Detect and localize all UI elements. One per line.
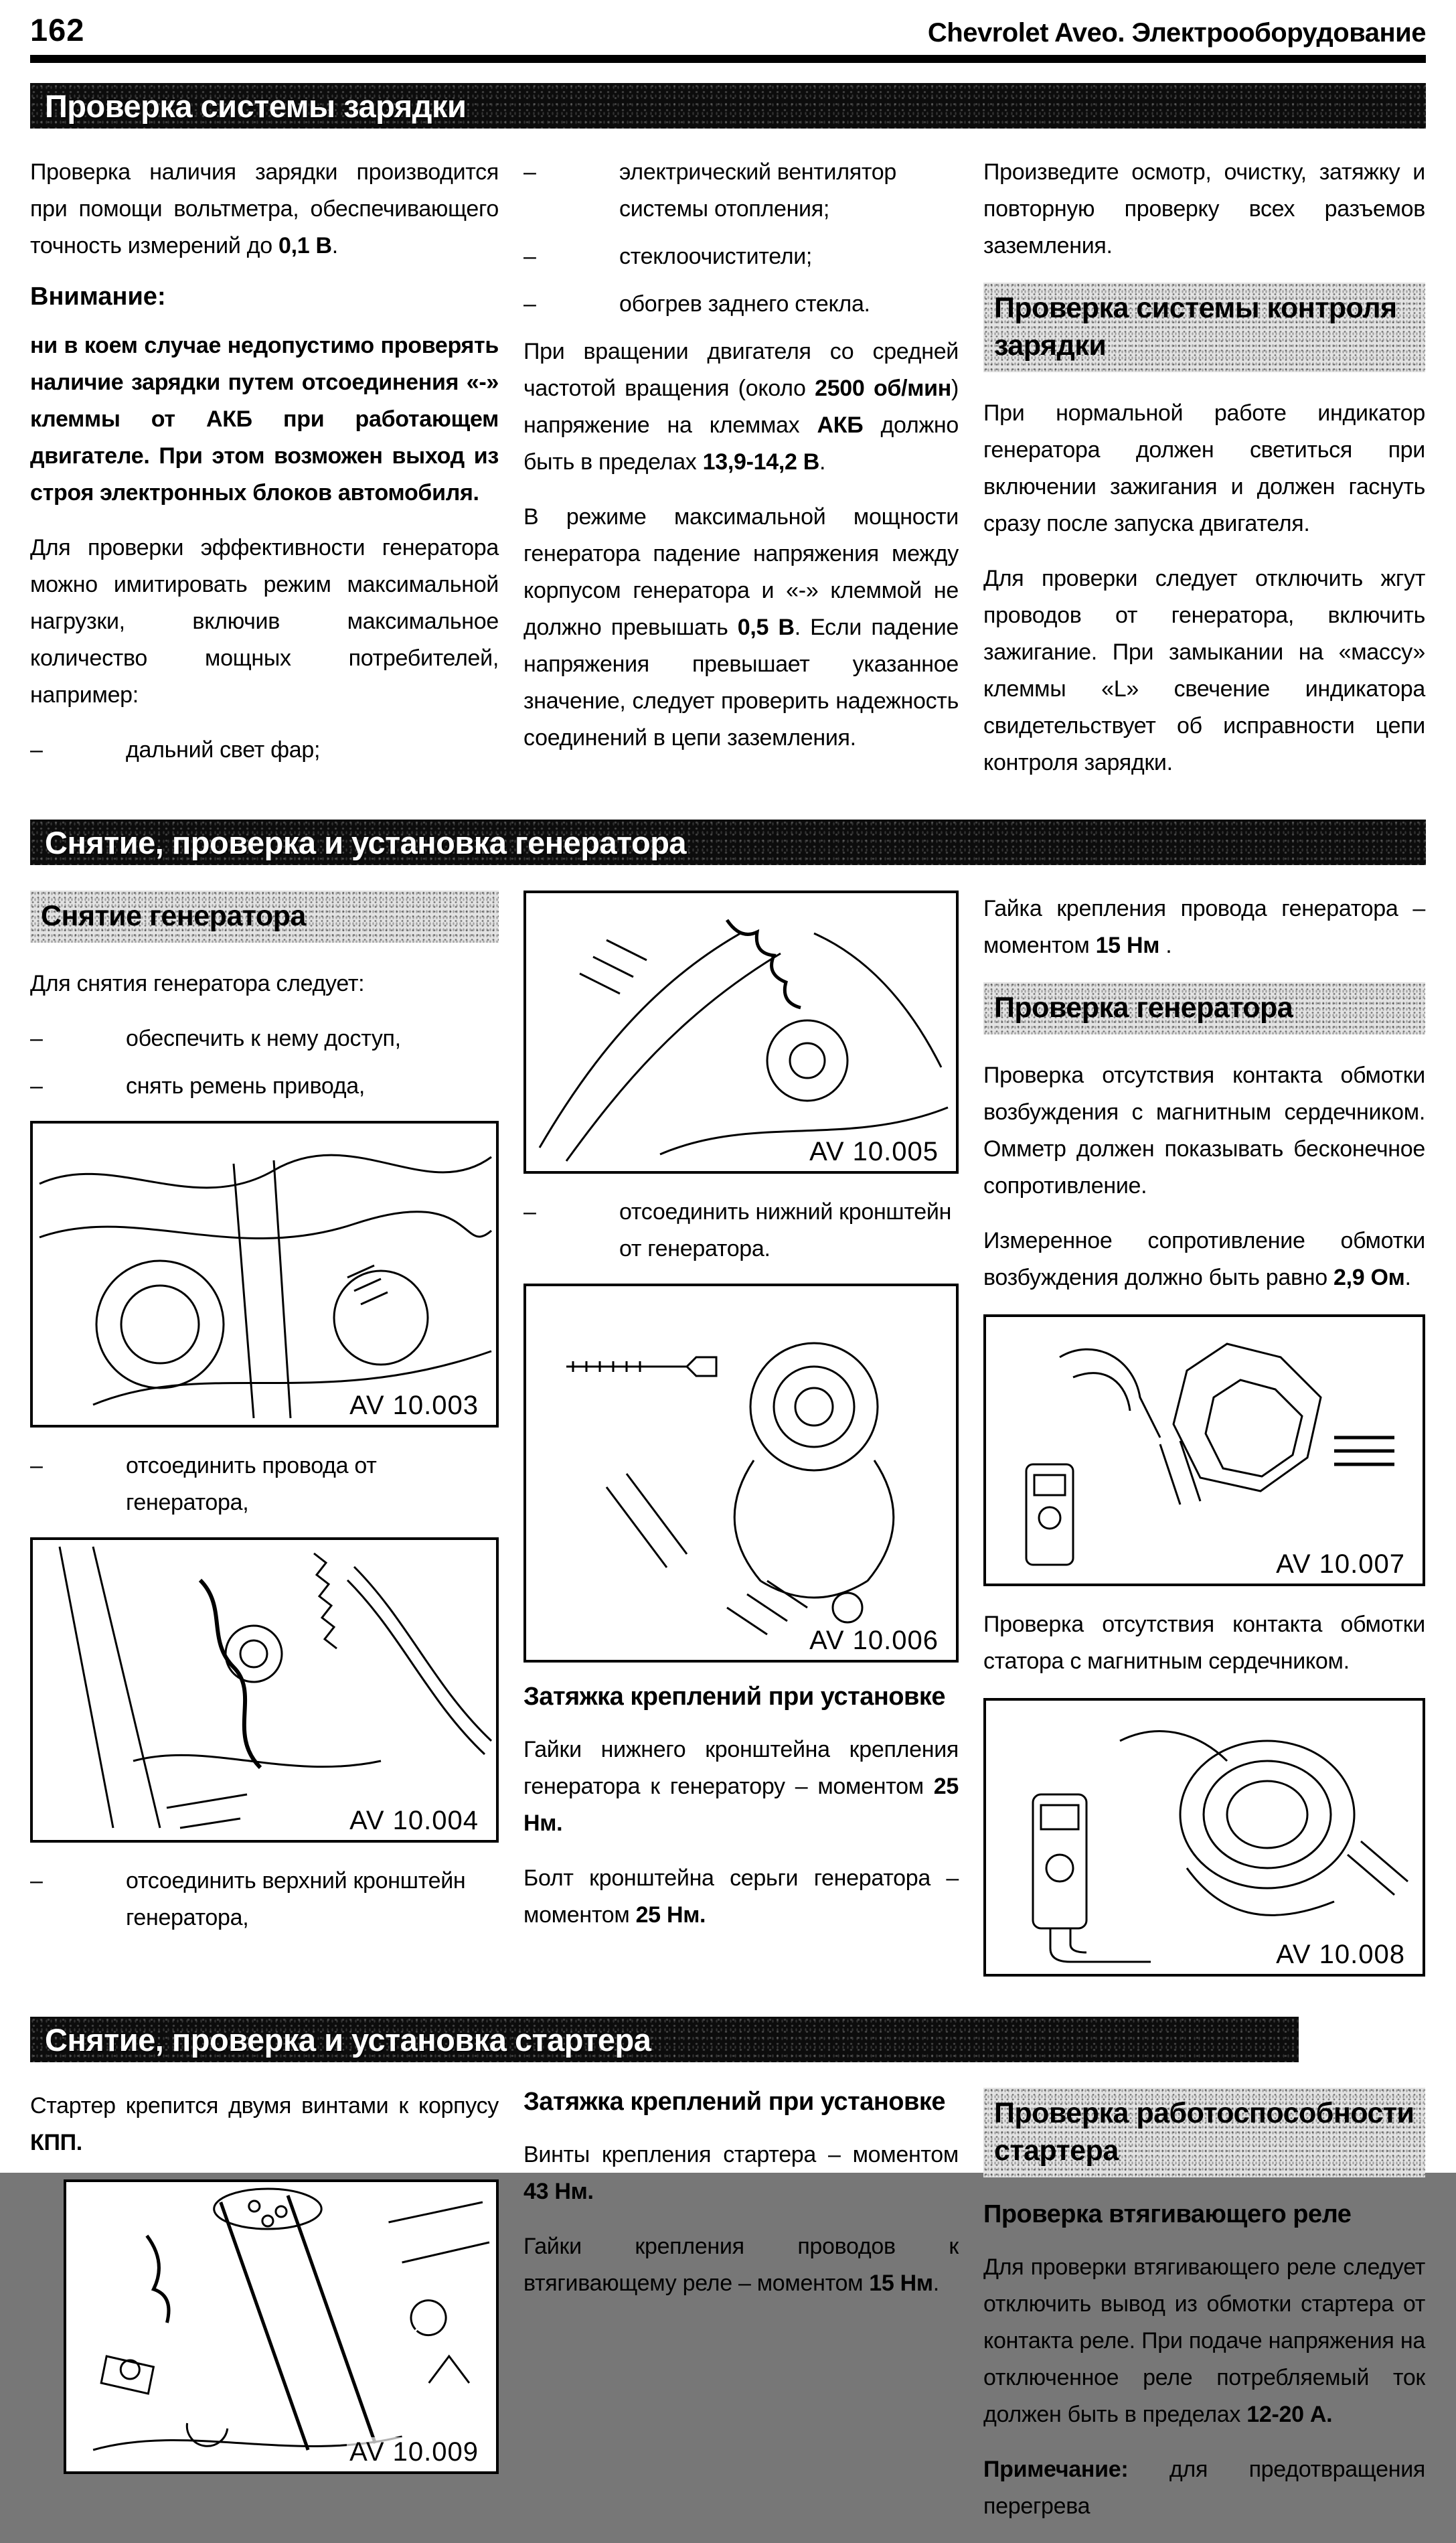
paragraph: [983, 1223, 1425, 1296]
section-title: Снятие, проверка и установка стартера: [45, 2021, 651, 2058]
list-item: [30, 1020, 499, 1057]
list-item: [30, 732, 499, 769]
book-title: Chevrolet Aveo. Электрооборудование: [927, 18, 1426, 48]
text-segment: При вращении двигателя со средней частотой вращения (около: [523, 339, 959, 401]
text-segment: Стартер крепится двумя винтами к корпусу: [30, 2093, 499, 2118]
tightening-heading: Затяжка креплений при установке: [523, 1683, 946, 1711]
subsection-header-generator-check: Проверка генератора: [983, 982, 1425, 1034]
text-segment: Болт кронштейна серьги генератора – моментом: [523, 1865, 959, 1928]
column-left: [30, 154, 499, 779]
text-segment-bold: АКБ: [817, 412, 864, 438]
text-segment: для предотвращения перегрева: [983, 2457, 1425, 2519]
list-item-text: отсоединить провода от генератора,: [126, 1453, 377, 1515]
text-segment-bold: 25 Нм.: [523, 1774, 959, 1836]
page-header: [30, 7, 1426, 48]
bullet-dash: –: [30, 737, 43, 763]
text-segment: ) напряжение на клеммах: [523, 376, 959, 438]
paragraph: Проверка отсутствия контакта обмотки статора с магнитным сердечником.: [983, 1612, 1425, 1674]
paragraph: Для проверки следует отключить жгут проводов от генератора, включить зажигание. При замыкании на «массу» клеммы «L» свечение индикатора свидетельствует об исправности цепи контроля зарядки.: [983, 566, 1425, 775]
figure-illustration-generator-bolt: [526, 1286, 956, 1660]
text-segment: .: [933, 2270, 939, 2296]
note-label: Примечание:: [983, 2457, 1129, 2482]
paragraph: [523, 2137, 959, 2210]
paragraph: Произведите осмотр, очистку, затяжку и повторную проверку всех разъемов заземления.: [983, 159, 1425, 258]
paragraph: [523, 499, 959, 757]
warning-paragraph: ни в коем случае недопустимо проверять наличие зарядки путем отсоединения «-» клеммы от АКБ при работающем двигателе. При этом возможен выход из строя электронных блоков автомобиля.: [30, 333, 499, 506]
list-item-text: стеклоочистители;: [619, 244, 813, 269]
list-item: [30, 1068, 499, 1105]
list-item: [523, 1194, 959, 1267]
column-middle: [523, 2088, 959, 2320]
list-item: [30, 1863, 499, 1936]
text-segment: . Если падение напряжения превышает указанное значение, следует проверить надежность соединений в цепи заземления.: [523, 615, 959, 751]
text-segment: Гайка крепления провода генератора – моментом: [983, 896, 1425, 958]
bullet-dash: –: [523, 244, 536, 269]
list-item-text: обогрев заднего стекла.: [619, 291, 870, 317]
column-right: [983, 2088, 1425, 2543]
paragraph: [30, 154, 499, 264]
column-middle: [523, 891, 959, 1952]
figure-illustration-stator-ohmmeter-test: [986, 1701, 1423, 1974]
figure-av10-007: [983, 1314, 1425, 1586]
solenoid-check-heading: Проверка втягивающего реле: [983, 2200, 1352, 2228]
list-item: [523, 154, 959, 228]
text-segment: .: [1159, 933, 1172, 958]
paragraph: [523, 2228, 959, 2302]
section-title: Проверка системы зарядки: [45, 88, 467, 124]
attention-heading: Внимание:: [30, 283, 166, 311]
list-item-text: отсоединить верхний кронштейн генератора,: [126, 1868, 466, 1930]
text-segment: .: [1404, 1265, 1411, 1290]
list-item-text: отсоединить нижний кронштейн от генератора.: [619, 1199, 952, 1261]
header-rule: [30, 55, 1426, 63]
figure-illustration-engine-pulleys: [33, 1124, 496, 1425]
bullet-dash: –: [30, 1073, 43, 1099]
list-item-text: обеспечить к нему доступ,: [126, 1026, 401, 1051]
figure-illustration-starter-motor: [66, 2182, 496, 2471]
figure-av10-006: [523, 1284, 959, 1663]
text-segment-bold: 0,5 В: [737, 615, 795, 640]
note-paragraph: [983, 2451, 1425, 2525]
column-middle: [523, 154, 959, 775]
column-left: [30, 2088, 499, 2494]
list-item-text: снять ремень привода,: [126, 1073, 366, 1099]
text-segment: Измеренное сопротивление обмотки возбуждения должно быть равно: [983, 1228, 1425, 1290]
figure-illustration-generator-wiring: [33, 1540, 496, 1840]
column-right: [983, 891, 1425, 1997]
bullet-dash: –: [30, 1453, 43, 1478]
paragraph: При нормальной работе индикатор генератора должен светиться при включении зажигания и должен гаснуть сразу после запуска двигателя.: [983, 400, 1425, 536]
text-segment-bold: 2500 об/мин: [815, 376, 951, 401]
text-segment: Гайки крепления проводов к втягивающему реле – моментом: [523, 2234, 959, 2296]
list-item: [30, 1448, 499, 1521]
text-segment: Проверка наличия зарядки производится при помощи вольтметра, обеспечивающего точность измерений до: [30, 159, 499, 258]
section-bar-starter-removal: [30, 2017, 1299, 2062]
text-segment-bold: 15 Нм: [869, 2270, 933, 2296]
figure-caption: AV 10.009: [347, 2437, 481, 2467]
figure-av10-009: [64, 2179, 499, 2474]
paragraph: Для проверки эффективности генератора можно имитировать режим максимальной нагрузки, включив максимальное количество мощных потребителей, например:: [30, 535, 499, 708]
text-segment-bold: 13,9-14,2 В: [702, 449, 820, 475]
paragraph: [30, 2088, 499, 2161]
paragraph: Проверка отсутствия контакта обмотки возбуждения с магнитным сердечником. Омметр должен показывать бесконечное сопротивление.: [983, 1063, 1425, 1199]
section-bar-generator-removal: [30, 820, 1426, 865]
text-segment: .: [819, 449, 826, 475]
generator-section-columns: [30, 891, 1426, 1997]
figure-av10-003: [30, 1121, 499, 1428]
starter-section-columns: [30, 2088, 1426, 2543]
section-bar-charging-system-check: [30, 83, 1426, 129]
column-right: [983, 154, 1425, 799]
column-left: [30, 891, 499, 1947]
paragraph: Для снятия генератора следует:: [30, 971, 365, 996]
figure-caption: AV 10.006: [807, 1626, 941, 1656]
paragraph: [523, 333, 959, 481]
charging-check-columns: [30, 154, 1426, 799]
text-segment-bold: 0,1 В: [278, 233, 332, 258]
list-item: [523, 286, 959, 323]
list-item-text: электрический вентилятор системы отопления;: [619, 159, 896, 222]
bullet-dash: –: [523, 159, 536, 185]
text-segment: .: [331, 233, 338, 258]
paragraph: [983, 891, 1425, 964]
bullet-dash: –: [30, 1868, 43, 1894]
section-title: Снятие, проверка и установка генератора: [45, 824, 687, 860]
tightening-heading: Затяжка креплений при установке: [523, 2088, 946, 2116]
figure-av10-004: [30, 1537, 499, 1843]
figure-av10-005: [523, 891, 959, 1174]
text-segment-bold: 12-20 А.: [1246, 2402, 1333, 2427]
text-segment-bold: КПП.: [30, 2130, 82, 2155]
subsection-header-generator-removal: Снятие генератора: [30, 891, 499, 943]
figure-caption: AV 10.004: [347, 1806, 481, 1836]
figure-illustration-engine-bay: [526, 893, 956, 1171]
paragraph: [523, 1731, 959, 1842]
text-segment-bold: 15 Нм: [1095, 933, 1160, 958]
page-number: 162: [30, 12, 85, 48]
bullet-dash: –: [523, 291, 536, 317]
text-segment: Для проверки втягивающего реле следует отключить вывод из обмотки стартера от контакта реле. При подаче напряжения на отключенное реле потребляемый ток должен быть в пределах: [983, 2254, 1425, 2427]
subsection-header-charge-control-check: Проверка системы контроля зарядки: [983, 283, 1425, 372]
figure-caption: AV 10.007: [1273, 1549, 1408, 1579]
text-segment-bold: 43 Нм.: [523, 2179, 594, 2204]
text-segment: должно быть в пределах: [523, 412, 959, 475]
paragraph: [523, 1860, 959, 1934]
text-segment: Винты крепления стартера – моментом: [523, 2142, 959, 2167]
list-item: [523, 238, 959, 275]
subsection-header-starter-operability-check: Проверка работоспособности стартера: [983, 2088, 1425, 2177]
figure-caption: AV 10.003: [347, 1391, 481, 1421]
list-item-text: дальний свет фар;: [126, 737, 321, 763]
text-segment-bold: 2,9 Ом: [1333, 1265, 1405, 1290]
figure-caption: AV 10.005: [807, 1137, 941, 1167]
text-segment: Гайки нижнего кронштейна крепления генератора к генератору – моментом: [523, 1737, 959, 1799]
figure-caption: AV 10.008: [1273, 1940, 1408, 1970]
text-segment-bold: 25 Нм.: [635, 1902, 706, 1928]
text-segment: В режиме максимальной мощности генератора падение напряжения между корпусом генератора и «-» клеммой не должно превышать: [523, 504, 959, 640]
figure-av10-008: [983, 1698, 1425, 1977]
figure-illustration-rotor-ohmmeter-test: [986, 1317, 1423, 1584]
bullet-dash: –: [523, 1199, 536, 1225]
paragraph: [983, 2249, 1425, 2433]
bullet-dash: –: [30, 1026, 43, 1051]
